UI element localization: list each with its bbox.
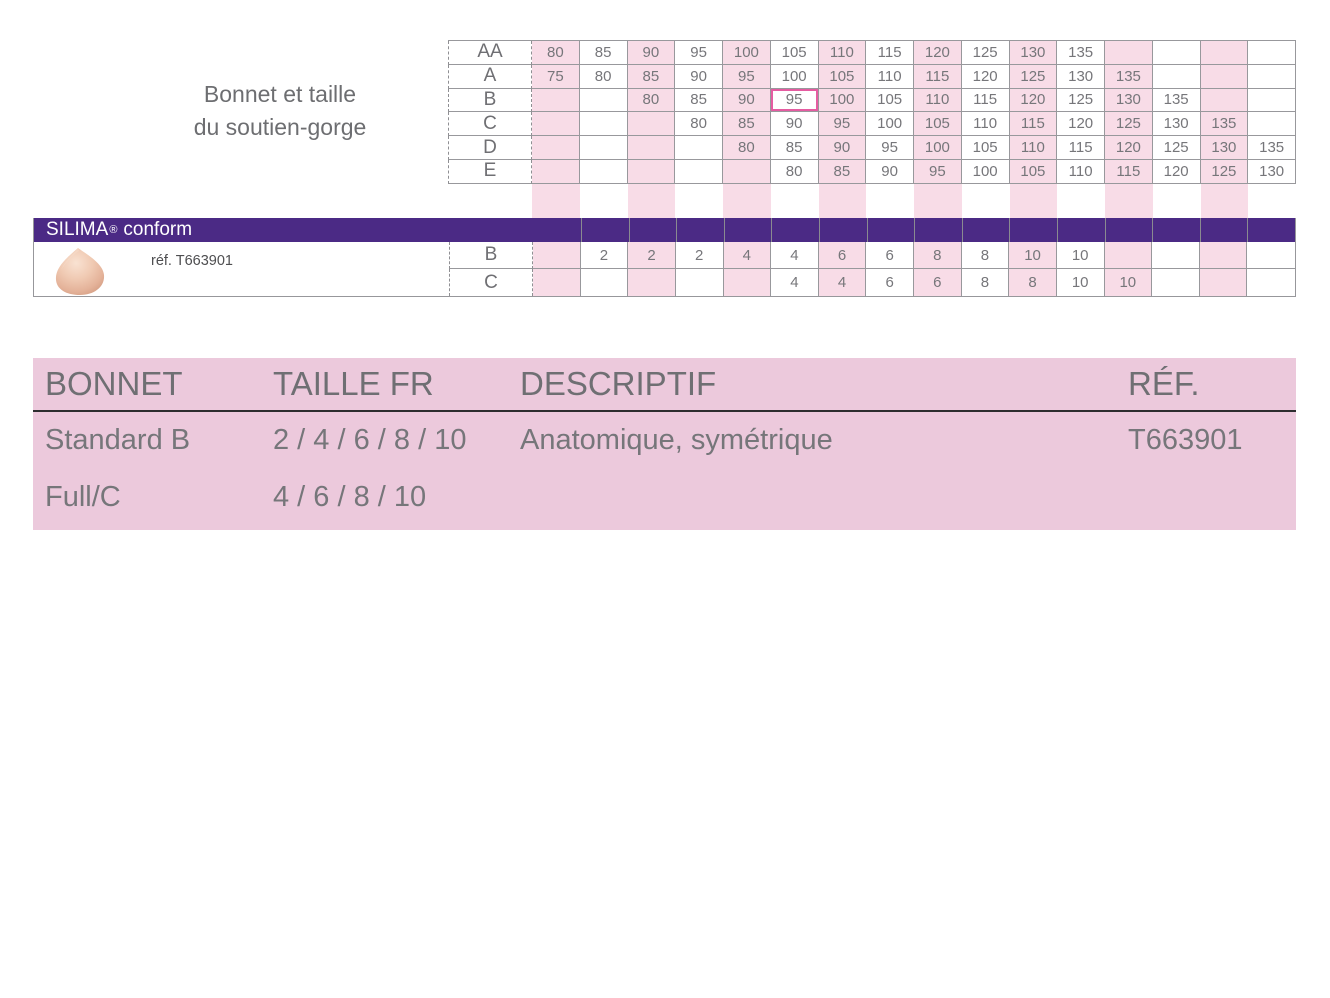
brand-bar-grid-cell <box>724 218 772 242</box>
size-chart-row-label-AA: AA <box>448 41 532 65</box>
size-chart-cell: 80 <box>628 89 676 113</box>
column-stripe <box>866 184 914 218</box>
brand-bar <box>34 218 1295 242</box>
size-chart-cell: 110 <box>819 41 867 65</box>
product-quantity-cell <box>676 269 724 296</box>
size-chart-cell: 105 <box>962 136 1010 160</box>
size-chart-cell: 130 <box>1010 41 1058 65</box>
product-quantity-cell <box>628 269 676 296</box>
product-quantity-cell <box>1152 269 1200 296</box>
column-stripe <box>962 184 1010 218</box>
size-chart-cell <box>1248 65 1296 89</box>
size-chart-row-label-B: B <box>448 89 532 113</box>
size-chart-cell: 110 <box>914 89 962 113</box>
size-chart-cell <box>532 89 580 113</box>
size-chart-cell: 115 <box>866 41 914 65</box>
size-chart-row-label-E: E <box>448 160 532 184</box>
brand-bar-grid-cell <box>581 218 629 242</box>
size-chart-cell: 95 <box>675 41 723 65</box>
size-chart-cell: 120 <box>914 41 962 65</box>
size-chart-cell: 125 <box>1201 160 1249 184</box>
brand-bar-title: SILIMA ® conform <box>46 219 193 240</box>
size-chart-cell: 115 <box>1105 160 1153 184</box>
size-chart-cell: 110 <box>866 65 914 89</box>
size-chart-cell: 125 <box>962 41 1010 65</box>
product-quantity-cell: 6 <box>819 242 867 269</box>
summary-header-descriptif: DESCRIPTIF <box>520 365 717 402</box>
product-quantity-cell: 6 <box>914 269 962 296</box>
product-quantity-cell: 2 <box>628 242 676 269</box>
column-stripes <box>532 184 1296 218</box>
product-size-rows <box>34 242 1295 296</box>
product-quantity-cell: 4 <box>771 269 819 296</box>
brand-bar-grid-cell <box>771 218 819 242</box>
summary-header-row <box>33 358 1296 412</box>
size-chart-cell: 80 <box>675 112 723 136</box>
size-chart-cell <box>675 136 723 160</box>
brand-bar-grid-cell <box>962 218 1010 242</box>
size-chart-cell <box>580 160 628 184</box>
size-chart-cell: 120 <box>1057 112 1105 136</box>
size-chart-cell: 105 <box>866 89 914 113</box>
column-stripe <box>1201 184 1249 218</box>
size-chart-cell: 100 <box>819 89 867 113</box>
size-chart-cell <box>1201 41 1249 65</box>
product-quantity-cell: 8 <box>914 242 962 269</box>
summary-cell-ref: T663901 <box>1128 424 1243 456</box>
product-row-label-B: B <box>449 242 533 269</box>
product-quantity-cell: 6 <box>866 269 914 296</box>
summary-header-ref: RÉF. <box>1128 365 1200 402</box>
summary-header-bonnet: BONNET <box>45 365 183 402</box>
summary-cell-bonnet: Full/C <box>45 481 121 513</box>
product-row-label-C: C <box>449 269 533 296</box>
product-quantity-cell: 10 <box>1057 269 1105 296</box>
size-chart-cell: 80 <box>723 136 771 160</box>
size-chart-cell <box>580 136 628 160</box>
product-quantity-cell <box>1247 242 1295 269</box>
size-chart-cell: 80 <box>532 41 580 65</box>
size-chart-cell: 95 <box>866 136 914 160</box>
brand-bar-grid-cell <box>1057 218 1105 242</box>
product-quantity-cell: 10 <box>1057 242 1105 269</box>
size-chart-cell: 110 <box>1010 136 1058 160</box>
size-chart-cell <box>1201 65 1249 89</box>
product-quantity-cell: 2 <box>676 242 724 269</box>
product-quantity-cell <box>1247 269 1295 296</box>
size-chart-cell <box>1248 112 1296 136</box>
column-stripe <box>819 184 867 218</box>
size-chart-cell: 95 <box>914 160 962 184</box>
size-chart-cell: 90 <box>675 65 723 89</box>
product-quantity-cell <box>533 269 581 296</box>
size-chart-cell: 85 <box>675 89 723 113</box>
size-chart-cell: 125 <box>1153 136 1201 160</box>
size-chart-cell: 130 <box>1248 160 1296 184</box>
product-quantity-cell <box>1200 242 1248 269</box>
size-chart-cell: 90 <box>819 136 867 160</box>
product-quantity-cell <box>1105 242 1153 269</box>
size-chart-cell: 75 <box>532 65 580 89</box>
size-chart-cell: 85 <box>819 160 867 184</box>
size-chart-cell: 90 <box>628 41 676 65</box>
size-chart-cell <box>580 112 628 136</box>
size-chart-cell: 110 <box>1057 160 1105 184</box>
size-chart-cell <box>532 112 580 136</box>
column-stripe <box>771 184 819 218</box>
product-quantity-cell: 4 <box>724 242 772 269</box>
size-chart-cell: 130 <box>1105 89 1153 113</box>
size-chart-cell: 115 <box>914 65 962 89</box>
product-quantity-cell <box>724 269 772 296</box>
size-chart-cell: 130 <box>1057 65 1105 89</box>
brand-bar-grid-cell <box>1009 218 1057 242</box>
product-block <box>33 218 1296 297</box>
brand-bar-grid-cell <box>676 218 724 242</box>
size-chart-cell: 125 <box>1105 112 1153 136</box>
summary-cell-bonnet: Standard B <box>45 424 191 456</box>
bra-size-heading-line2: du soutien-gorge <box>193 114 367 140</box>
product-quantity-cell: 8 <box>962 242 1010 269</box>
product-quantity-cell: 2 <box>581 242 629 269</box>
brand-name: SILIMA <box>46 219 109 240</box>
bra-size-heading-line1: Bonnet et taille <box>203 81 357 107</box>
product-info <box>34 242 449 296</box>
size-chart-cell: 100 <box>914 136 962 160</box>
size-chart-cell <box>628 112 676 136</box>
size-chart-cell <box>532 136 580 160</box>
size-chart-cell <box>1201 89 1249 113</box>
product-quantity-cell: 10 <box>1105 269 1153 296</box>
product-quantity-cell: 8 <box>962 269 1010 296</box>
size-chart-cell: 125 <box>1057 89 1105 113</box>
size-chart-cell: 135 <box>1153 89 1201 113</box>
size-chart-cell: 100 <box>771 65 819 89</box>
size-chart-cell: 105 <box>1010 160 1058 184</box>
size-chart-cell: 80 <box>580 65 628 89</box>
size-chart-cell: 115 <box>1010 112 1058 136</box>
column-stripe <box>580 184 628 218</box>
size-chart-row-label-D: D <box>448 136 532 160</box>
size-chart-cell: 135 <box>1248 136 1296 160</box>
size-chart-cell: 120 <box>1153 160 1201 184</box>
size-chart-cell: 135 <box>1105 65 1153 89</box>
summary-cell-descriptif: Anatomique, symétrique <box>520 424 833 456</box>
brand-bar-grid-cell <box>867 218 915 242</box>
brand-bar-grid-cell <box>1200 218 1248 242</box>
size-chart-cell <box>1153 41 1201 65</box>
column-stripe <box>723 184 771 218</box>
size-chart-cell: 105 <box>771 41 819 65</box>
size-chart-cell: 90 <box>771 112 819 136</box>
size-chart-cell: 90 <box>723 89 771 113</box>
column-stripe <box>1057 184 1105 218</box>
column-stripe <box>628 184 676 218</box>
size-chart-cell: 135 <box>1057 41 1105 65</box>
column-stripe <box>532 184 580 218</box>
product-quantity-cell: 10 <box>1009 242 1057 269</box>
product-quantity-cell: 8 <box>1009 269 1057 296</box>
size-chart-cell: 95 <box>771 89 819 113</box>
column-stripe <box>675 184 723 218</box>
brand-bar-grid-cell <box>1105 218 1153 242</box>
bra-size-heading <box>130 78 430 144</box>
product-quantity-cell: 6 <box>866 242 914 269</box>
size-chart-cell: 125 <box>1010 65 1058 89</box>
size-chart-row-label-C: C <box>448 112 532 136</box>
product-quantity-cell: 4 <box>771 242 819 269</box>
size-chart-cell: 105 <box>914 112 962 136</box>
brand-bar-grid-cell <box>914 218 962 242</box>
size-chart-cell: 130 <box>1153 112 1201 136</box>
size-chart-cell: 115 <box>962 89 1010 113</box>
product-quantity-cell <box>581 269 629 296</box>
brand-bar-grid-cell <box>1247 218 1295 242</box>
summary-cell-taille-fr: 4 / 6 / 8 / 10 <box>273 481 427 513</box>
size-chart-cell <box>628 136 676 160</box>
size-chart-cell: 100 <box>723 41 771 65</box>
brand-bar-grid-cell <box>1152 218 1200 242</box>
summary-table <box>33 358 1296 530</box>
size-chart-cell: 110 <box>962 112 1010 136</box>
size-chart-cell <box>628 160 676 184</box>
product-quantity-cell <box>1152 242 1200 269</box>
size-chart-cell: 100 <box>866 112 914 136</box>
size-chart-cell: 120 <box>1105 136 1153 160</box>
product-quantity-cell: 4 <box>819 269 867 296</box>
size-chart-cell: 120 <box>1010 89 1058 113</box>
breast-prosthesis-photo <box>49 246 111 296</box>
summary-header-taille-fr: TAILLE FR <box>273 365 434 402</box>
size-chart-cell <box>1248 41 1296 65</box>
column-stripe <box>1105 184 1153 218</box>
size-chart-cell <box>723 160 771 184</box>
size-chart-cell: 135 <box>1201 112 1249 136</box>
size-chart-cell: 85 <box>771 136 819 160</box>
size-chart-cell: 95 <box>723 65 771 89</box>
size-chart-cell <box>1105 41 1153 65</box>
size-chart-cell <box>1153 65 1201 89</box>
column-stripe <box>914 184 962 218</box>
brand-suffix: conform <box>123 219 193 240</box>
brand-bar-grid-cell <box>629 218 677 242</box>
summary-cell-taille-fr: 2 / 4 / 6 / 8 / 10 <box>273 424 467 456</box>
column-stripe <box>1153 184 1201 218</box>
summary-row-full-c <box>33 469 1296 526</box>
size-chart-cell: 130 <box>1201 136 1249 160</box>
product-reference: réf. T663901 <box>151 253 233 269</box>
size-chart-cell: 95 <box>819 112 867 136</box>
size-chart-cell: 85 <box>628 65 676 89</box>
size-chart-cell: 85 <box>723 112 771 136</box>
product-quantity-cell <box>1200 269 1248 296</box>
size-chart-cell <box>532 160 580 184</box>
summary-row-standard-b <box>33 412 1296 469</box>
size-chart-cell <box>580 89 628 113</box>
size-chart-cell: 90 <box>866 160 914 184</box>
size-chart-cell: 80 <box>771 160 819 184</box>
size-chart-row-label-A: A <box>448 65 532 89</box>
size-chart-cell: 85 <box>580 41 628 65</box>
bra-size-chart-grid <box>448 40 1296 184</box>
brand-bar-grid-cell <box>819 218 867 242</box>
size-chart-cell: 105 <box>819 65 867 89</box>
column-stripe <box>1248 184 1296 218</box>
size-chart-cell <box>675 160 723 184</box>
size-chart-cell <box>1248 89 1296 113</box>
column-stripe <box>1010 184 1058 218</box>
product-quantity-cell <box>533 242 581 269</box>
size-chart-cell: 120 <box>962 65 1010 89</box>
size-chart-cell: 100 <box>962 160 1010 184</box>
size-chart-cell: 115 <box>1057 136 1105 160</box>
